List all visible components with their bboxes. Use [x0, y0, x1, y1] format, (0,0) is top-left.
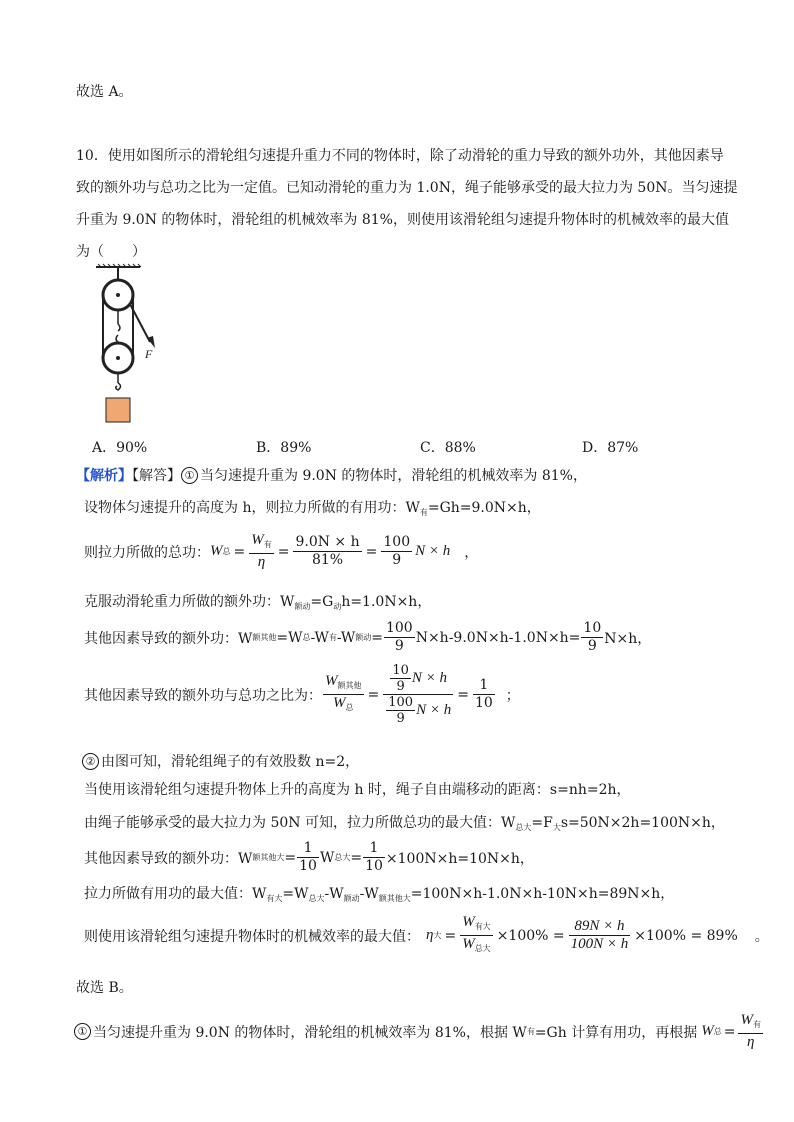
fraction: $\frac{W_有}{\eta}$: [740, 1012, 761, 1050]
fraction: $\frac{9.0N \times h}{81\%}$: [295, 534, 360, 568]
fraction: $\frac{W_{额其他}}{W_总}$: [325, 673, 362, 712]
solution-line-13: 故选 B。: [76, 980, 133, 996]
max-other-extra-work-formula: 其他因素导致的额外功：W 额其他大 = $\frac{1}{10}$ W 总大 = $\frac{1}{10}$ ×100N×h=10N×h，: [84, 840, 534, 874]
solution-text: 当匀速提升重为 9.0N 的物体时，滑轮组的机械效率为 81%，: [200, 468, 587, 484]
option-c[interactable]: C．88%: [420, 440, 476, 456]
answer-tag: 【解答】: [132, 468, 181, 484]
total-work-formula: 则拉力所做的总功： W 总 = $\frac{W_有}{\eta}$ = $\frac{9.0N \times h}{81\%}$ = $\frac{100}{9}$ N × h ，: [84, 532, 479, 570]
solution-line-8: 当使用该滑轮组匀速提升物体上升的高度为 h 时，绳子自由端移动的距离：s=nh=2h，: [84, 782, 631, 798]
answer-line-prev: 故选 A。: [76, 84, 133, 100]
solution-line-11: 拉力所做有用功的最大值：$W_{有大}=W_{总大}-W_{额动}-W_{额其他大}=100N\times h-1.0N\times h-10N\times h=89N\times h$，: [84, 886, 675, 903]
compound-fraction: $\frac{10}{9}$ N × h $\frac{100}{9}$ N × h: [383, 663, 453, 726]
fraction: $\frac{100}{9}$: [385, 620, 413, 654]
solution-line-9: 由绳子能够承受的最大拉力为 50N 可知，拉力所做总功的最大值：$W_{总大}=F_大s=50N\times 2h=100N\times h$，: [84, 815, 725, 832]
fraction: $\frac{1}{10}$: [365, 840, 383, 874]
solution-line-1: [76, 466, 587, 486]
question-10-line-1: 10．使用如图所示的滑轮组匀速提升重力不同的物体时，除了动滑轮的重力导致的额外功外，其他因素导: [76, 148, 724, 164]
circled-number-1: ①: [74, 1023, 91, 1040]
ratio-formula: 其他因素导致的额外功与总功之比为： $\frac{W_{额其他}}{W_总}$ = $\frac{10}{9}$ N × h $\frac{100}{9}$ N × h = $\frac{1}{10}$ ；: [84, 663, 520, 726]
question-10-line-3: 升重为 9.0N 的物体时，滑轮组的机械效率为 81%，则使用该滑轮组匀速提升物体时的机械效率的最大值: [76, 212, 729, 228]
fraction: $\frac{1}{10}$: [474, 677, 493, 711]
question-10-line-2: 致的额外功与总功之比为一定值。已知动滑轮的重力为 1.0N，绳子能够承受的最大拉力为 50N。当匀速提: [76, 180, 738, 196]
option-b[interactable]: B．89%: [256, 440, 312, 456]
circled-number-1: ①: [181, 467, 198, 484]
solution-line-2: 设物体匀速提升的高度为 h，则拉力所做的有用功：$W_有=Gh=9.0N\times h$，: [84, 500, 541, 517]
load-block: [106, 398, 130, 422]
analysis-tag: 【解析】: [76, 468, 132, 484]
fraction: $\frac{W_{有大}}{W_{总大}}$: [462, 914, 491, 953]
force-label: F: [145, 347, 153, 361]
circled-number-2: ②: [82, 753, 99, 770]
pulley-diagram: [92, 262, 172, 424]
summary-line: ① 当匀速提升重为 9.0N 的物体时，滑轮组的机械效率为 81%，根据 W 有 =Gh 计算有用功，再根据 W 总 = $\frac{W_有}{\eta}$: [74, 1012, 764, 1051]
question-10-line-4: 为（ ）: [76, 244, 146, 260]
fraction: $\frac{10}{9}$: [583, 620, 602, 654]
solution-line-4: 克服动滑轮重力所做的额外功：$W_{额动}=G_动h=1.0N\times h$，: [84, 594, 432, 611]
fraction: $\frac{1}{10}$: [299, 840, 317, 874]
other-extra-work-formula: 其他因素导致的额外功：W 额其他 =W 总 -W 有 -W 额动 = $\frac{100}{9}$ N×h-9.0N×h-1.0N×h= $\frac{10}{9}$ N×h，: [84, 620, 652, 654]
option-a[interactable]: A．90%: [92, 440, 148, 456]
max-efficiency-formula: 则使用该滑轮组匀速提升物体时的机械效率的最大值： η 大 = $\frac{W_{有大}}{W_{总大}}$ ×100% = $\frac{89N \times h}{100N \times h}$ ×100% = 89% 。: [84, 914, 769, 957]
solution-line-7: ② 由图可知，滑轮组绳子的有效股数 n=2，: [82, 752, 359, 772]
fraction: $\frac{100}{9}$: [383, 534, 411, 568]
fraction: $\frac{89N \times h}{100N \times h}$: [570, 918, 629, 952]
option-d[interactable]: D．87%: [582, 440, 639, 456]
fraction: $\frac{W_有}{\eta}$: [251, 532, 272, 570]
